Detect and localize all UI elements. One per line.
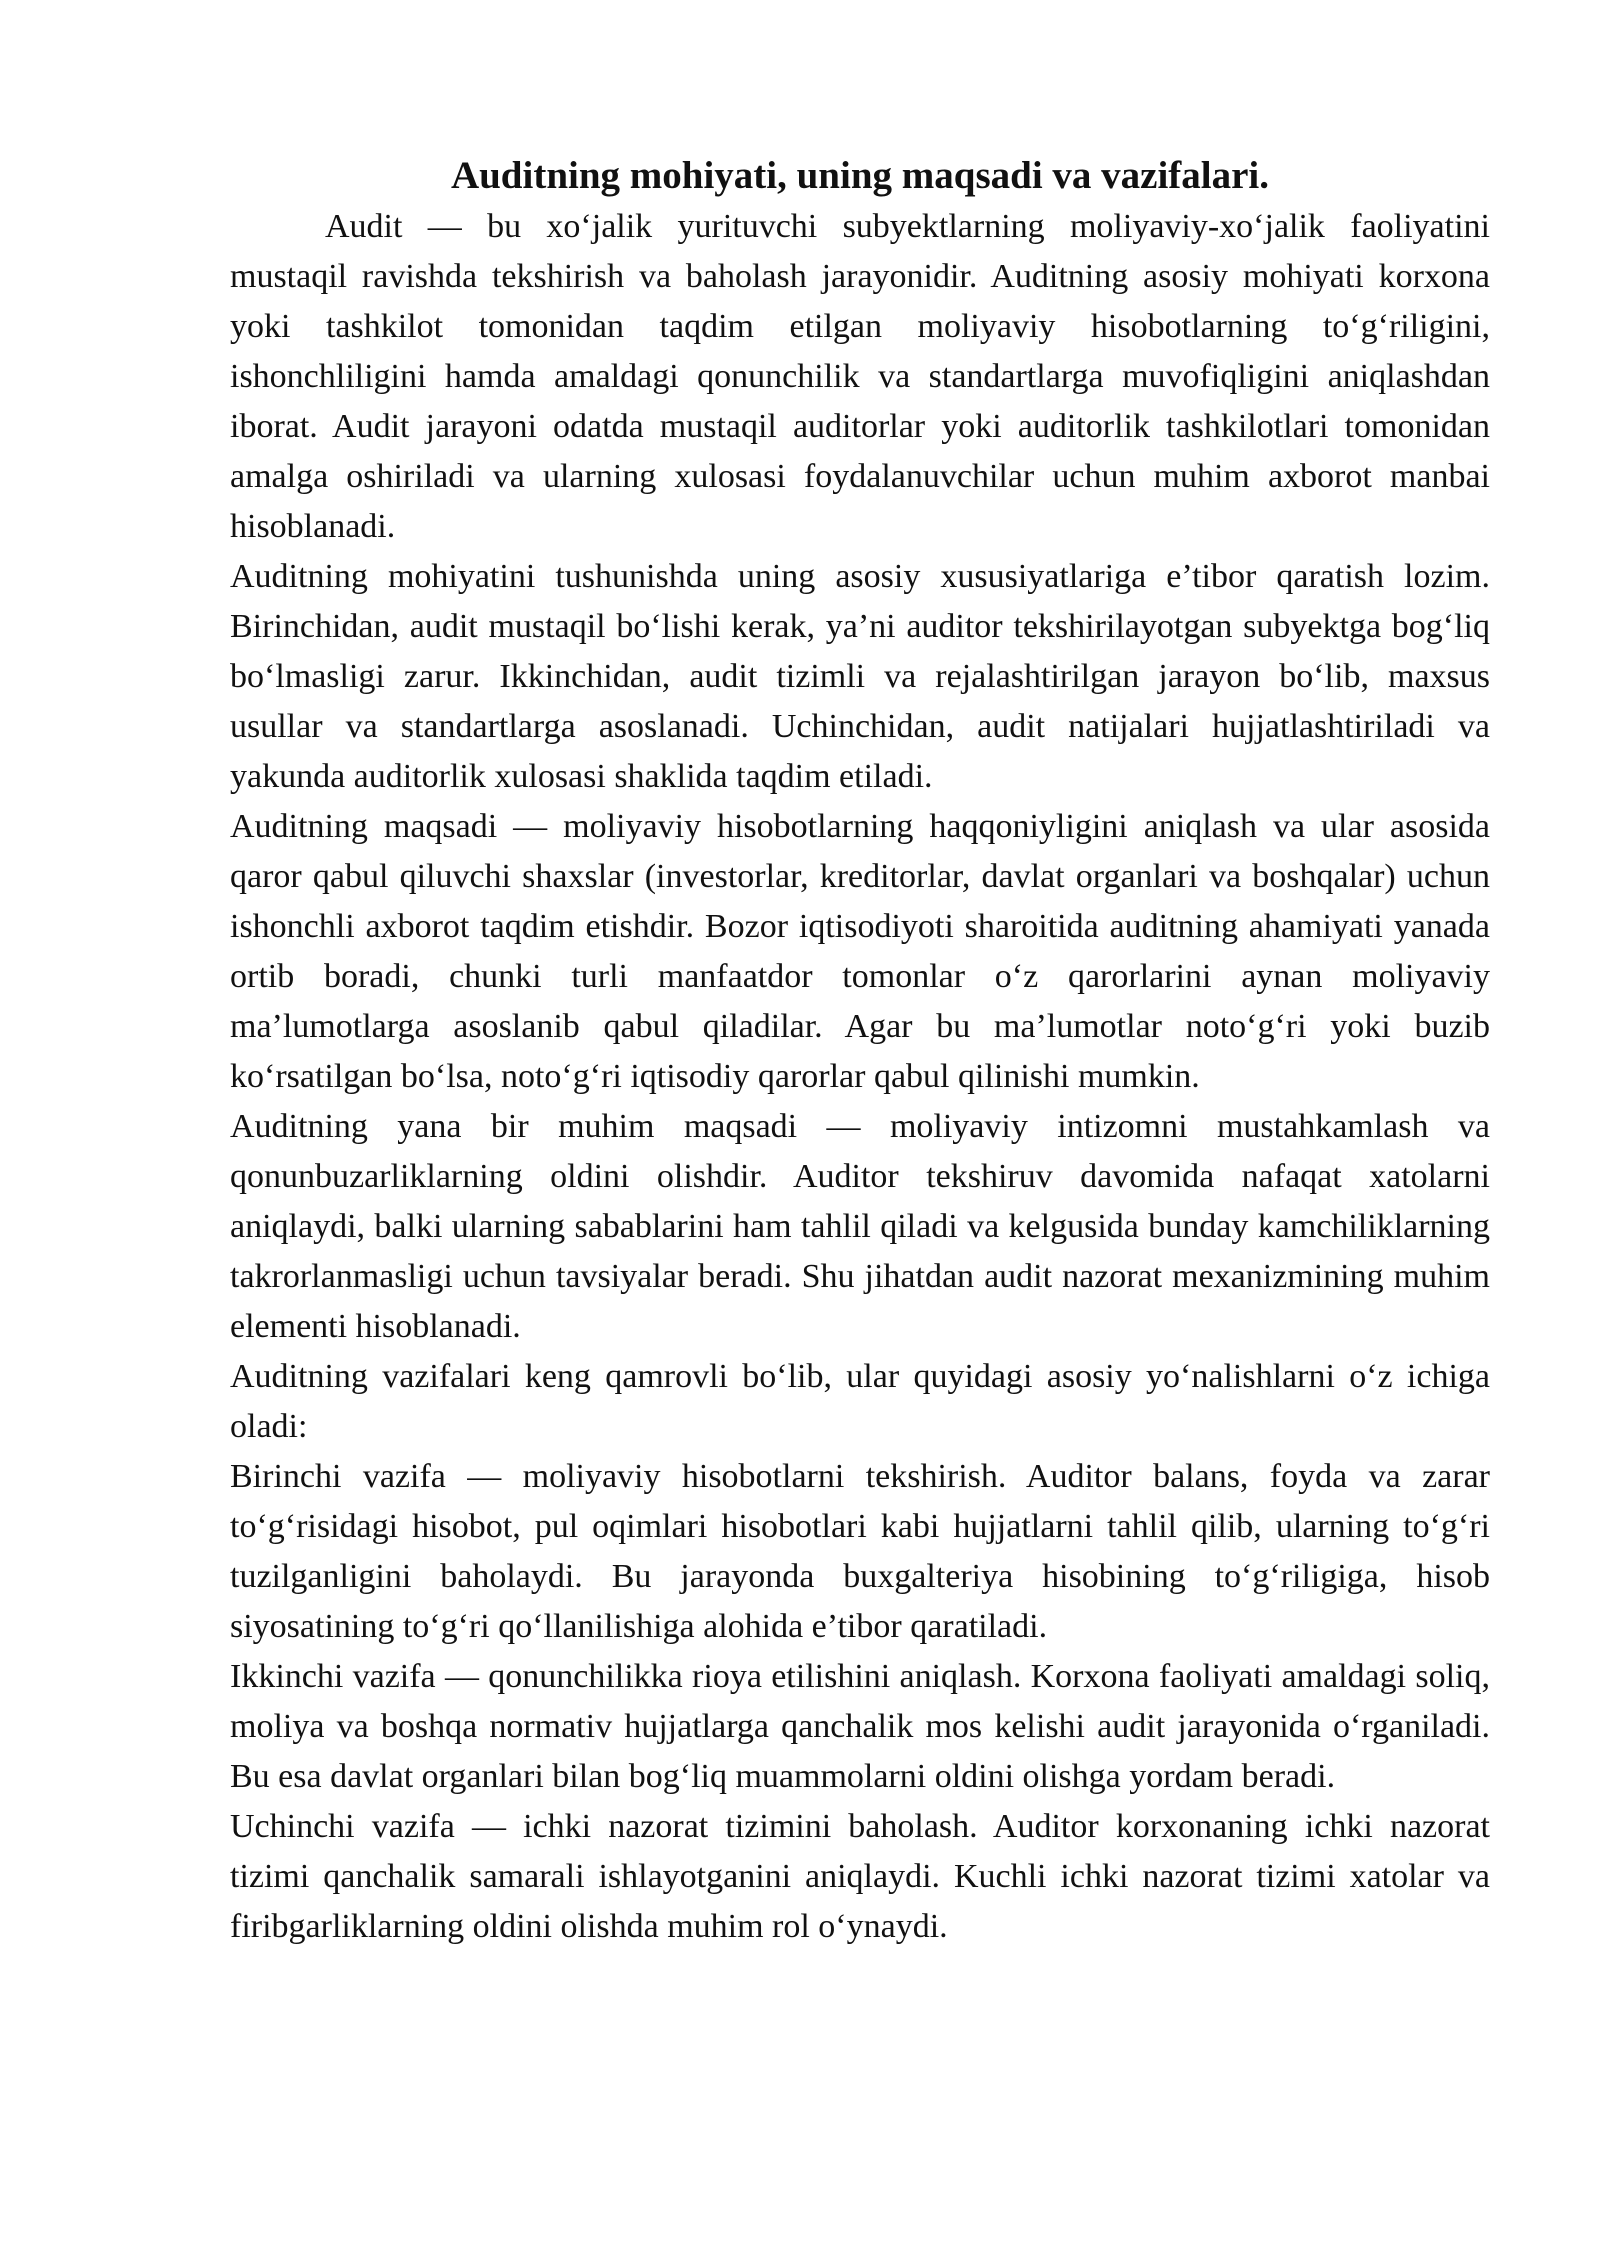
paragraph-second-task: Ikkinchi vazifa — qonunchilikka rioya etilishini aniqlash. Korxona faoliyati amaldagi soliq, moliya va boshqa normativ hujjatlarga qanchalik mos kelishi audit jarayonida o‘rganiladi. Bu esa davlat organlari bilan bog‘liq muammolarni oldini olishga yordam beradi. (230, 1658, 1490, 1795)
paragraph-audit-essence: Auditning mohiyatini tushunishda uning asosiy xususiyatlariga e’tibor qaratish lozim. Birinchidan, audit mustaqil bo‘lishi kerak, ya’ni auditor tekshirilayotgan subyektga bog‘liq bo‘lmasligi zarur. Ikkinchidan, audit tizimli va rejalashtirilgan jarayon bo‘lib, maxsus usullar va standartlarga asoslanadi. Uchinchidan, audit natijalari hujjatlashtiriladi va yakunda auditorlik xulosasi shaklida taqdim etiladi. (230, 558, 1490, 795)
paragraph-audit-definition: Audit — bu xo‘jalik yurituvchi subyektlarning moliyaviy-xo‘jalik faoliyatini mustaqil ravishda tekshirish va baholash jarayonidir. Auditning asosiy mohiyati korxona yoki tashkilot tomonidan taqdim etilgan moliyaviy hisobotlarning to‘g‘riligini, ishonchliligini hamda amaldagi qonunchilik va standartlarga muvofiqligini aniqlashdan iborat. Audit jarayoni odatda mustaqil auditorlar yoki auditorlik tashkilotlari tomonidan amalga oshiriladi va ularning xulosasi foydalanuvchilar uchun muhim axborot manbai hisoblanadi. (230, 208, 1490, 545)
paragraph-audit-second-purpose: Auditning yana bir muhim maqsadi — moliyaviy intizomni mustahkamlash va qonunbuzarliklarning oldini olishdir. Auditor tekshiruv davomida nafaqat xatolarni aniqlaydi, balki ularning sabablarini ham tahlil qiladi va kelgusida bunday kamchiliklarning takrorlanmasligi uchun tavsiyalar beradi. Shu jihatdan audit nazorat mexanizmining muhim elementi hisoblanadi. (230, 1108, 1490, 1345)
document-page (230, 150, 1490, 1952)
paragraph-audit-purpose: Auditning maqsadi — moliyaviy hisobotlarning haqqoniyligini aniqlash va ular asosida qaror qabul qiluvchi shaxslar (investorlar, kreditorlar, davlat organlari va boshqalar) uchun ishonchli axborot taqdim etishdir. Bozor iqtisodiyoti sharoitida auditning ahamiyati yanada ortib boradi, chunki turli manfaatdor tomonlar o‘z qarorlarini aynan moliyaviy ma’lumotlarga asoslanib qabul qiladilar. Agar bu ma’lumotlar noto‘g‘ri yoki buzib ko‘rsatilgan bo‘lsa, noto‘g‘ri iqtisodiy qarorlar qabul qilinishi mumkin. (230, 808, 1490, 1095)
document-title: Auditning mohiyati, uning maqsadi va vazifalari. (450, 154, 1270, 197)
paragraph-third-task: Uchinchi vazifa — ichki nazorat tizimini baholash. Auditor korxonaning ichki nazorat tizimi qanchalik samarali ishlayotganini aniqlaydi. Kuchli ichki nazorat tizimi xatolar va firibgarliklarning oldini olishda muhim rol o‘ynaydi. (230, 1808, 1490, 1945)
paragraph-audit-tasks-intro: Auditning vazifalari keng qamrovli bo‘lib, ular quyidagi asosiy yo‘nalishlarni o‘z ichiga oladi: (230, 1358, 1490, 1445)
paragraph-first-task: Birinchi vazifa — moliyaviy hisobotlarni tekshirish. Auditor balans, foyda va zarar to‘g‘risidagi hisobot, pul oqimlari hisobotlari kabi hujjatlarni tahlil qilib, ularning to‘g‘ri tuzilganligini baholaydi. Bu jarayonda buxgalteriya hisobining to‘g‘riligiga, hisob siyosatining to‘g‘ri qo‘llanilishiga alohida e’tibor qaratiladi. (230, 1458, 1490, 1645)
